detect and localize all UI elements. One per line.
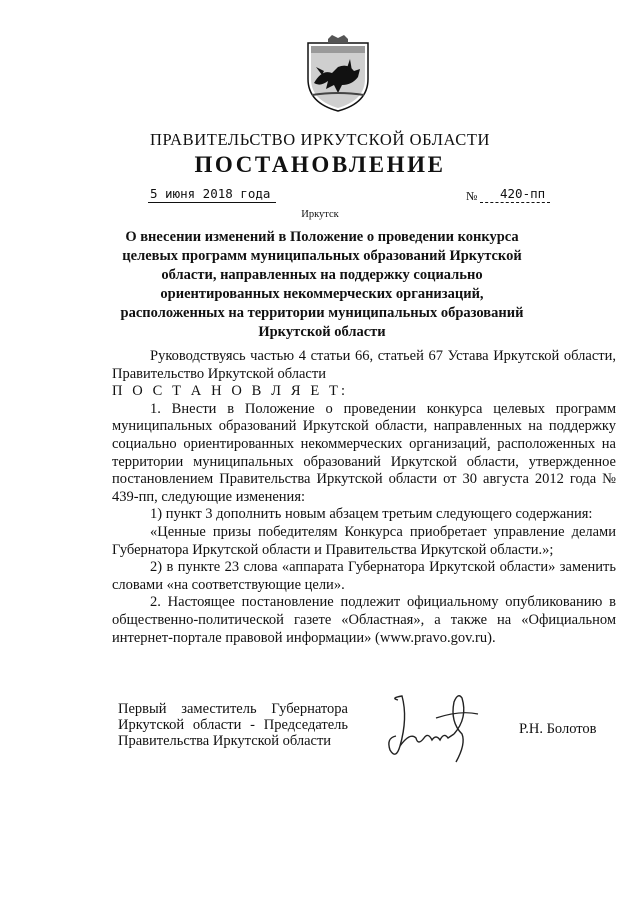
signer-position-line: Правительства Иркутской области [118, 733, 332, 749]
city: Иркутск [301, 209, 339, 220]
government-name: ПРАВИТЕЛЬСТВО ИРКУТСКОЙ ОБЛАСТИ [149, 130, 491, 149]
subparagraph-1-1-quote: «Ценные призы победителям Конкурса приобретает управление делами Губернатора Иркутской области и Правительства Иркутской области.»; [112, 523, 616, 558]
number-sign: № [466, 189, 478, 203]
document-number: 420-пп [500, 186, 546, 201]
paragraph-1: 1. Внести в Положение о проведении конкурса целевых программ муниципальных образований Иркутской области, направленных на поддержку социально ориентированных некоммерческих организаций, расположенных на территории муниципальных образований Иркутской области, утвержденное постановлением Правительства Иркутской области от 30 августа 2012 года № 439-пп, следующие изменения: [112, 400, 616, 505]
preamble: Руководствуясь частью 4 статьи 66, статьей 67 Устава Иркутской области, Правительство Иркутской области [112, 348, 616, 382]
date-underline [148, 202, 276, 203]
decree-word: П О С Т А Н О В Л Я Е Т: [112, 383, 349, 400]
number-underline [480, 202, 550, 203]
signer-name: Р.Н. Болотов [519, 721, 597, 737]
signer-position-line: Первый заместитель Губернатора [118, 701, 348, 717]
paragraph-2: 2. Настоящее постановление подлежит официальному опубликованию в общественно-политической газете «Областная», а также на «Официальном интернет-портале правовой информации» (www.pravo.gov.ru). [112, 594, 616, 646]
document-body [112, 348, 616, 647]
subparagraph-1-1: 1) пункт 3 дополнить новым абзацем третьим следующего содержания: [150, 506, 593, 523]
document-type: ПОСТАНОВЛЕНИЕ [194, 152, 446, 177]
handwritten-signature [350, 688, 500, 768]
signer-position-line: Иркутской области - Председатель [118, 717, 348, 733]
subparagraph-1-2: 2) в пункте 23 слова «аппарата Губернатора Иркутской области» заменить словами «на соответствующие цели». [112, 559, 616, 593]
document-subject: О внесении изменений в Положение о проведении конкурса целевых программ муниципальных образований Иркутской области, направленных на поддержку социально ориентированных некоммерческих организаций, расположенных на территории муниципальных образований Иркутской области [120, 229, 524, 340]
coat-of-arms-emblem [302, 33, 374, 115]
document-date: 5 июня 2018 года [150, 186, 271, 201]
signer-position [118, 701, 348, 749]
